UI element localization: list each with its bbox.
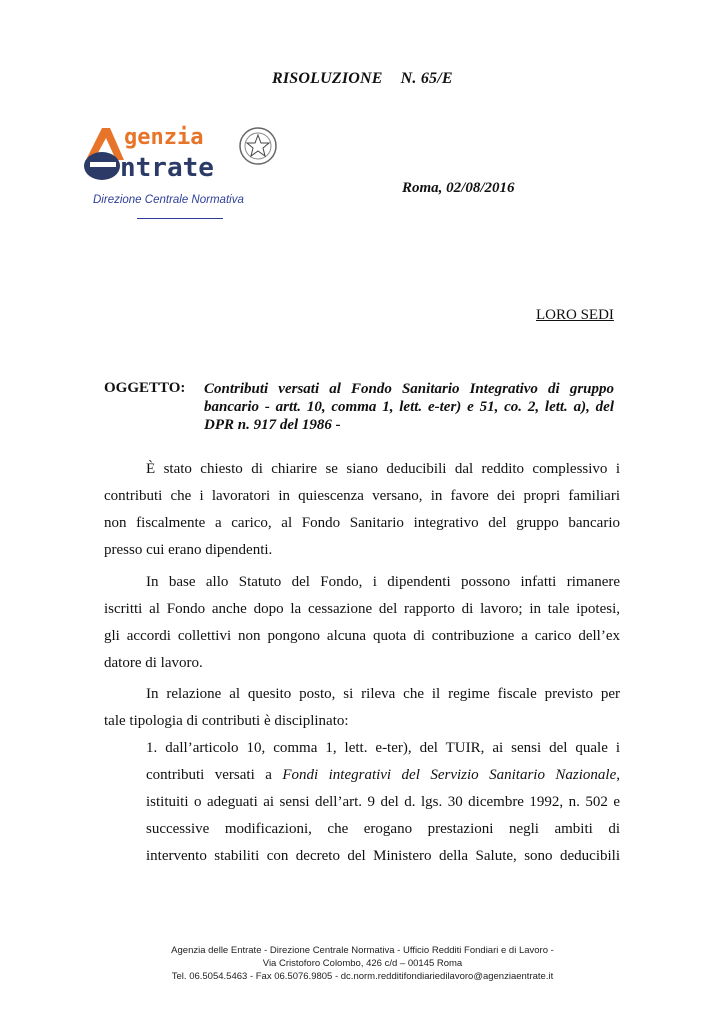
- paragraph-2: [104, 569, 620, 677]
- subject-text: [204, 380, 614, 434]
- list-line: istituiti o adeguati ai sensi dell’art. 9 del d. lgs. 30 dicembre 1992, n. 502 e: [146, 794, 620, 810]
- recipients: LORO SEDI: [536, 307, 614, 323]
- subject-line: DPR n. 917 del 1986 -: [204, 417, 341, 433]
- logo-graphic: [80, 124, 280, 194]
- agenzia-entrate-logo: [80, 124, 280, 224]
- logo-word-genzia: genzia: [124, 125, 204, 150]
- title-word: RISOLUZIONE: [272, 70, 383, 87]
- list-text: ,: [616, 767, 620, 783]
- list-item-1: [146, 735, 620, 870]
- list-line: intervento stabiliti con decreto del Ministero della Salute, sono deducibili: [146, 848, 620, 864]
- document-title: [272, 70, 453, 88]
- paragraph-3: [104, 681, 620, 735]
- emphasized-text: Fondi integrativi del Servizio Sanitario Nazionale: [282, 767, 617, 783]
- list-line: successive modificazioni, che erogano prestazioni negli ambiti di: [146, 821, 620, 837]
- paragraph-line: In relazione al quesito posto, si rileva che il regime fiscale previsto per: [146, 686, 620, 702]
- paragraph-line: datore di lavoro.: [104, 655, 203, 671]
- paragraph-line: iscritti al Fondo anche dopo la cessazione del rapporto di lavoro; in tale ipotesi,: [104, 601, 620, 617]
- paragraph-1: [104, 456, 620, 564]
- logo-subtitle: Direzione Centrale Normativa: [93, 194, 244, 206]
- list-text: contributi versati a: [146, 767, 283, 783]
- list-line: 1. dall’articolo 10, comma 1, lett. e-ter), del TUIR, ai sensi del quale i: [146, 740, 620, 756]
- document-date: Roma, 02/08/2016: [402, 180, 515, 196]
- list-line: [146, 762, 620, 789]
- subject-label: OGGETTO:: [104, 380, 186, 396]
- paragraph-line: gli accordi collettivi non pongono alcuna quota di contribuzione a carico dell’ex: [104, 628, 620, 644]
- subject-line: Contributi versati al Fondo Sanitario Integrativo di gruppo: [204, 381, 614, 397]
- paragraph-line: È stato chiesto di chiarire se siano deducibili dal reddito complessivo i: [146, 461, 620, 477]
- footer-line: Agenzia delle Entrate - Direzione Centrale Normativa - Ufficio Redditi Fondiari e di Lavoro -: [171, 945, 554, 956]
- paragraph-line: In base allo Statuto del Fondo, i dipendenti possono infatti rimanere: [146, 574, 620, 590]
- footer-line: Via Cristoforo Colombo, 426 c/d – 00145 Roma: [262, 958, 463, 969]
- paragraph-line: presso cui erano dipendenti.: [104, 542, 273, 558]
- footer-line: Tel. 06.5054.5463 - Fax 06.5076.9805 - dc.norm.redditifondiariedilavoro@agenziaentrate.it: [171, 971, 554, 982]
- logo-word-ntrate: ntrate: [120, 153, 214, 183]
- paragraph-line: tale tipologia di contributi è disciplinato:: [104, 713, 349, 729]
- title-number: N. 65/E: [400, 70, 453, 87]
- paragraph-line: non fiscalmente a carico, al Fondo Sanitario integrativo del gruppo bancario: [104, 515, 620, 531]
- paragraph-line: contributi che i lavoratori in quiescenza versano, in favore dei propri familiari: [104, 488, 620, 504]
- italian-republic-emblem-icon: [240, 128, 276, 164]
- logo-underline-divider: [137, 218, 223, 219]
- subject-line: bancario - artt. 10, comma 1, lett. e-ter) e 51, co. 2, lett. a), del: [204, 399, 614, 415]
- page-footer: [0, 944, 725, 983]
